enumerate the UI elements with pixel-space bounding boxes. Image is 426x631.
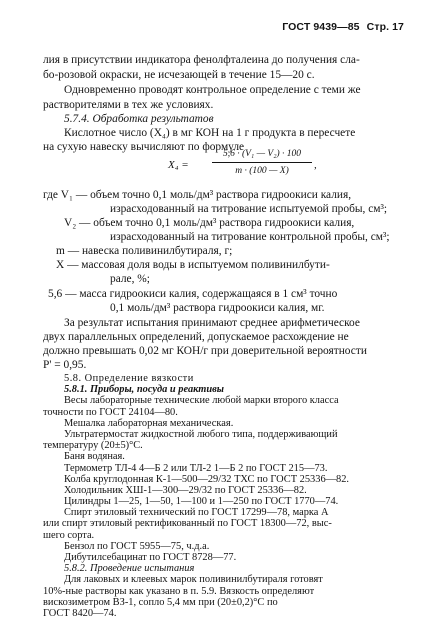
- page-header: [282, 21, 404, 33]
- text-line: Весы лабораторные технические любой марки второго класса: [64, 395, 339, 406]
- section-heading: [64, 373, 194, 384]
- section-heading-text: 5.8. Определение вязкости: [64, 373, 194, 384]
- subsection-heading: 5.8.1. Приборы, посуда и реактивы: [64, 384, 225, 395]
- text-line: или спирт этиловый ректификованный по ГОСТ 18300—72, выс-: [43, 518, 332, 529]
- text-line: Кислотное число (X₄) в мг КОН на 1 г продукта в пересчете: [64, 127, 356, 139]
- legend-line: m — навеска поливинилбутираля, г;: [56, 245, 233, 257]
- legend-line: где V₁ — объем точно 0,1 моль/дм³ раствора гидроокиси калия,: [43, 189, 352, 201]
- text-line: Баня водяная.: [64, 451, 125, 462]
- legend-line: X — массовая доля воды в испытуемом поливинилбути-: [56, 259, 330, 271]
- formula-denominator: m · (100 — X): [235, 166, 289, 176]
- text-line: Цилиндры 1—25, 1—50, 1—100 и 1—250 по ГОСТ 1770—74.: [64, 496, 339, 507]
- text-line: двух параллельных определений, допускаемое расхождение не: [43, 331, 349, 343]
- text-line: на сухую навеску вычисляют по формуле: [43, 141, 245, 153]
- formula-fraction: [212, 148, 312, 177]
- text-line: Дибутилсебацинат по ГОСТ 8728—77.: [64, 552, 237, 563]
- acid-number-formula: [168, 148, 318, 184]
- text-line: должно превышать 0,02 мг КОН/г при доверительной вероятности: [43, 345, 367, 357]
- fraction-bar: [212, 162, 312, 163]
- text-line: температуру (20±5)°С.: [43, 440, 143, 451]
- text-line: бо-розовой окраски, не исчезающей в течение 15—20 с.: [43, 69, 315, 81]
- text-line: Колба круглодонная К-1—500—29/32 ТХС по ГОСТ 25336—82.: [64, 474, 350, 485]
- text-line: Термометр ТЛ-4 4—Б 2 или ТЛ-2 1—Б 2 по ГОСТ 215—73.: [64, 463, 328, 474]
- page-number: Стр. 17: [366, 21, 404, 33]
- text-line: лия в присутствии индикатора фенолфталеина до получения сла-: [43, 54, 360, 66]
- text-line: За результат испытания принимают среднее арифметическое: [64, 317, 360, 329]
- legend-line: израсходованный на титрование испытуемой пробы, см³;: [110, 203, 388, 215]
- formula-comma: ,: [314, 159, 317, 171]
- text-line: Бензол по ГОСТ 5955—75, ч.д.а.: [64, 541, 210, 552]
- section-heading: 5.7.4. Обработка результатов: [64, 113, 214, 125]
- text-line: точности по ГОСТ 24104—80.: [43, 407, 178, 418]
- text-line: шего сорта.: [43, 530, 95, 541]
- text-line: вискозиметром ВЗ-1, сопло 5,4 мм при (20±0,2)°С по: [43, 597, 278, 608]
- text-line: Ультратермостат жидкостной любого типа, поддерживающий: [64, 429, 338, 440]
- text-line: 10%-ные растворы как указано в п. 5.9. Вязкость определяют: [43, 586, 315, 597]
- text-line: Мешалка лабораторная механическая.: [64, 418, 234, 429]
- formula-numerator: 5,6 · (V₁ — V₂) · 100: [222, 149, 302, 159]
- legend-line: израсходованный на титрование контрольной пробы, см³;: [110, 231, 390, 243]
- formula-lhs: X₄ =: [168, 159, 189, 171]
- text-line: Спирт этиловый технический по ГОСТ 17299—78, марка А: [64, 507, 329, 518]
- text-line: P' = 0,95.: [43, 359, 87, 371]
- legend-line: рале, %;: [110, 273, 150, 285]
- text-line: ГОСТ 8420—74.: [43, 608, 117, 619]
- subsection-heading: 5.8.2. Проведение испытания: [64, 563, 195, 574]
- text-line: Для лаковых и клеевых марок поливинилбутираля готовят: [64, 574, 323, 585]
- legend-line: 0,1 моль/дм³ раствора гидроокиси калия, мг.: [110, 302, 325, 314]
- text-line: Холодильник ХШ-1—300—29/32 по ГОСТ 25336—82.: [64, 485, 307, 496]
- legend-line: V₂ — объем точно 0,1 моль/дм³ раствора гидроокиси калия,: [64, 217, 355, 229]
- legend-line: 5,6 — масса гидроокиси калия, содержащаяся в 1 см³ точно: [48, 288, 338, 300]
- text-line: растворителями в тех же условиях.: [43, 99, 214, 111]
- standard-number: ГОСТ 9439—85: [282, 21, 360, 33]
- text-line: Одновременно проводят контрольное определение с теми же: [64, 84, 361, 96]
